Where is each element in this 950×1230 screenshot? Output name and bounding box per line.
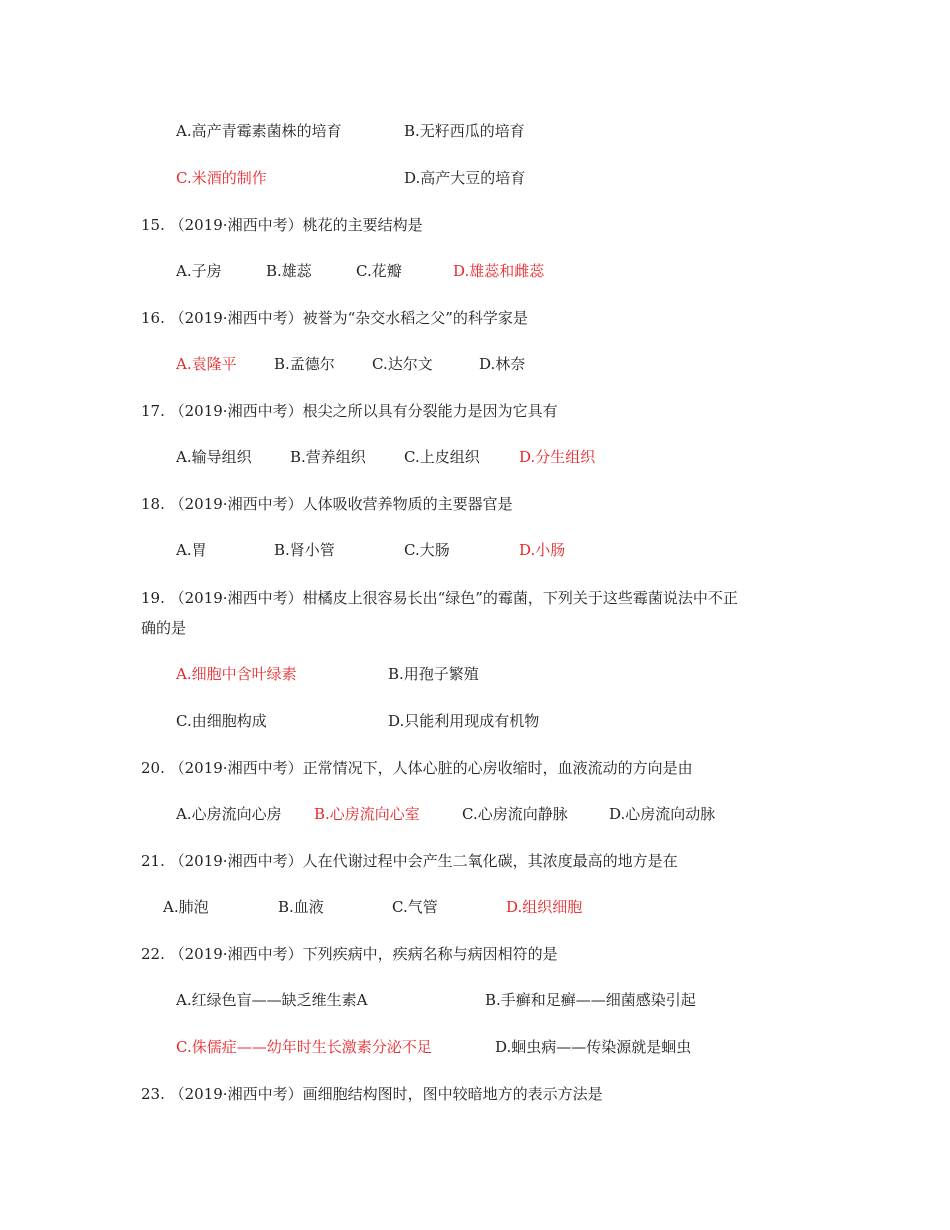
q21-option-d-answer: D.组织细胞 <box>506 898 583 916</box>
q18-option-a: A.胃 <box>176 541 207 559</box>
q22-option-a: A.红绿色盲——缺乏维生素A <box>176 991 368 1009</box>
q20-option-c: C.心房流向静脉 <box>462 805 568 823</box>
q20-stem: 20. （2019·湘西中考）正常情况下，人体心脏的心房收缩时，血液流动的方向是由 <box>141 759 693 777</box>
q22-option-b: B.手癣和足癣——细菌感染引起 <box>485 991 696 1009</box>
q21-option-b: B.血液 <box>278 898 324 916</box>
q22-option-c-answer: C.侏儒症——幼年时生长激素分泌不足 <box>176 1038 432 1056</box>
q17-stem: 17. （2019·湘西中考）根尖之所以具有分裂能力是因为它具有 <box>141 402 558 420</box>
q15-option-d-answer: D.雄蕊和雌蕊 <box>453 262 545 280</box>
q20-option-b-answer: B.心房流向心室 <box>314 805 420 823</box>
q18-option-b: B.肾小管 <box>274 541 335 559</box>
q15-option-a: A.子房 <box>176 262 222 280</box>
q20-option-a: A.心房流向心房 <box>176 805 282 823</box>
q17-option-b: B.营养组织 <box>290 448 366 466</box>
q19-stem: 19. （2019·湘西中考）柑橘皮上很容易长出“绿色”的霉菌，下列关于这些霉菌说法中不正 <box>141 589 738 607</box>
q15-stem: 15. （2019·湘西中考）桃花的主要结构是 <box>141 216 423 234</box>
q19-option-c: C.由细胞构成 <box>176 712 267 730</box>
q19-option-d: D.只能利用现成有机物 <box>388 712 540 730</box>
q19-stem-continued: 确的是 <box>141 619 187 637</box>
q17-option-a: A.输导组织 <box>176 448 252 466</box>
q14-option-d: D.高产大豆的培育 <box>404 169 526 187</box>
q14-option-c-answer: C.米酒的制作 <box>176 169 267 187</box>
q19-option-b: B.用孢子繁殖 <box>388 665 479 683</box>
q16-option-d: D.林奈 <box>479 355 526 373</box>
q14-option-a: A.高产青霉素菌株的培育 <box>176 122 342 140</box>
q21-stem: 21. （2019·湘西中考）人在代谢过程中会产生二氧化碳，其浓度最高的地方是在 <box>141 852 678 870</box>
q18-option-c: C.大肠 <box>404 541 450 559</box>
q21-option-c: C.气管 <box>392 898 438 916</box>
q22-option-d: D.蛔虫病——传染源就是蛔虫 <box>495 1038 692 1056</box>
q15-option-c: C.花瓣 <box>356 262 402 280</box>
q16-option-c: C.达尔文 <box>372 355 433 373</box>
q16-stem: 16. （2019·湘西中考）被誉为“杂交水稻之父”的科学家是 <box>141 309 528 327</box>
q18-option-d-answer: D.小肠 <box>519 541 566 559</box>
q14-option-b: B.无籽西瓜的培育 <box>404 122 525 140</box>
q23-stem: 23. （2019·湘西中考）画细胞结构图时，图中较暗地方的表示方法是 <box>141 1085 603 1103</box>
q20-option-d: D.心房流向动脉 <box>609 805 716 823</box>
q21-option-a: A.肺泡 <box>163 898 209 916</box>
q17-option-d-answer: D.分生组织 <box>519 448 596 466</box>
q16-option-b: B.孟德尔 <box>274 355 335 373</box>
q22-stem: 22. （2019·湘西中考）下列疾病中，疾病名称与病因相符的是 <box>141 945 558 963</box>
q18-stem: 18. （2019·湘西中考）人体吸收营养物质的主要器官是 <box>141 495 513 513</box>
q16-option-a-answer: A.袁隆平 <box>176 355 237 373</box>
q17-option-c: C.上皮组织 <box>404 448 480 466</box>
q19-option-a-answer: A.细胞中含叶绿素 <box>176 665 297 683</box>
q15-option-b: B.雄蕊 <box>266 262 312 280</box>
